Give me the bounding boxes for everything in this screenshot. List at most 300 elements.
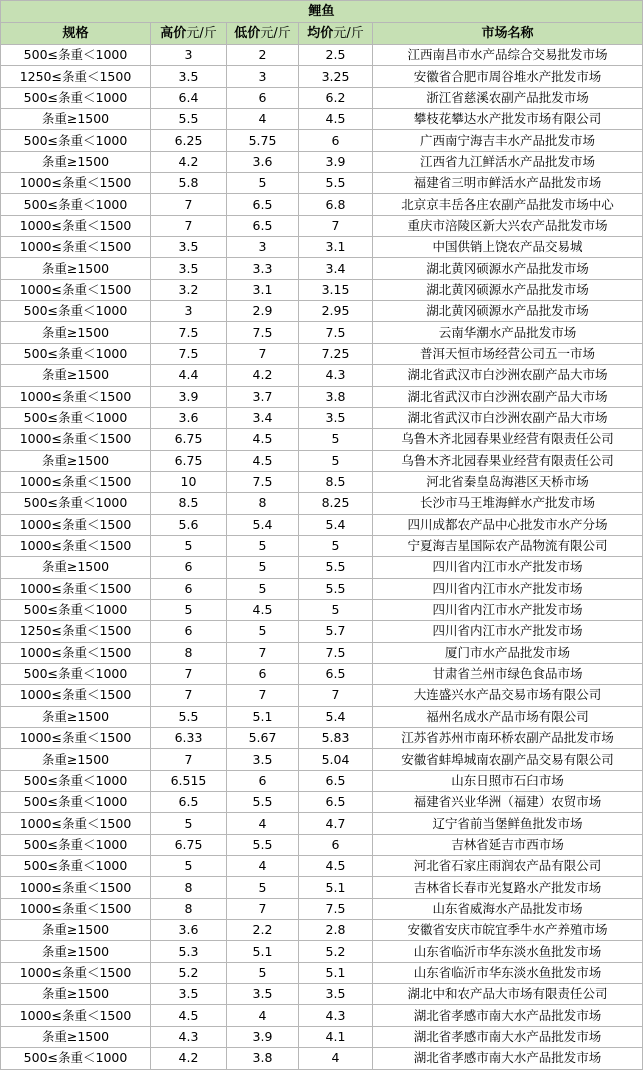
spec-cell: 1000≤条重＜1500 [1,429,151,450]
spec-cell: 1000≤条重＜1500 [1,962,151,983]
high-price-cell: 3.5 [151,984,227,1005]
market-name-cell: 安徽省蚌埠城南农副产品交易有限公司 [373,749,643,770]
table-row [1,621,643,642]
table-row [1,962,643,983]
low-price-cell: 3.4 [227,407,299,428]
table-row [1,151,643,172]
header-low-unit: 元/斤 [260,25,291,41]
market-name-cell: 湖北省孝感市南大水产品批发市场 [373,1005,643,1026]
spec-cell: 条重≥1500 [1,450,151,471]
market-name-cell: 湖北黄冈硕源水产品批发市场 [373,279,643,300]
table-row [1,1005,643,1026]
low-price-cell: 4 [227,1005,299,1026]
spec-cell: 1000≤条重＜1500 [1,173,151,194]
avg-price-cell: 3.15 [299,279,373,300]
avg-price-cell: 6 [299,130,373,151]
avg-price-cell: 5.1 [299,877,373,898]
market-name-cell: 安徽省安庆市皖宜季牛水产养殖市场 [373,920,643,941]
low-price-cell: 5.5 [227,834,299,855]
avg-price-cell: 7.5 [299,898,373,919]
header-avg-unit: 元/斤 [333,25,364,41]
table-row [1,493,643,514]
low-price-cell: 6.5 [227,194,299,215]
low-price-cell: 5 [227,578,299,599]
high-price-cell: 6 [151,578,227,599]
high-price-cell: 6.515 [151,770,227,791]
high-price-cell: 3.6 [151,407,227,428]
market-name-cell: 重庆市涪陵区新大兴农产品批发市场 [373,215,643,236]
column-header-row [1,23,643,45]
avg-price-cell: 6 [299,834,373,855]
market-name-cell: 湖北黄冈硕源水产品批发市场 [373,301,643,322]
table-row [1,429,643,450]
market-name-cell: 四川省内江市水产批发市场 [373,599,643,620]
table-row [1,578,643,599]
market-name-cell: 山东日照市石臼市场 [373,770,643,791]
table-row [1,237,643,258]
avg-price-cell: 5 [299,429,373,450]
table-row [1,301,643,322]
market-name-cell: 湖北省武汉市白沙洲农副产品大市场 [373,365,643,386]
table-row [1,642,643,663]
spec-cell: 1000≤条重＜1500 [1,578,151,599]
header-avg-price [299,23,373,45]
spec-cell: 500≤条重＜1000 [1,834,151,855]
spec-cell: 500≤条重＜1000 [1,663,151,684]
avg-price-cell: 5.5 [299,578,373,599]
avg-price-cell: 6.5 [299,792,373,813]
spec-cell: 条重≥1500 [1,557,151,578]
low-price-cell: 2 [227,45,299,66]
market-name-cell: 四川省内江市水产批发市场 [373,578,643,599]
spec-cell: 1000≤条重＜1500 [1,471,151,492]
spec-cell: 1250≤条重＜1500 [1,621,151,642]
spec-cell: 1000≤条重＜1500 [1,215,151,236]
avg-price-cell: 6.8 [299,194,373,215]
high-price-cell: 3.5 [151,66,227,87]
table-row [1,898,643,919]
avg-price-cell: 5.2 [299,941,373,962]
low-price-cell: 5.1 [227,941,299,962]
high-price-cell: 7 [151,194,227,215]
low-price-cell: 5 [227,535,299,556]
high-price-cell: 5.2 [151,962,227,983]
high-price-cell: 3 [151,45,227,66]
low-price-cell: 5 [227,621,299,642]
spec-cell: 1250≤条重＜1500 [1,66,151,87]
avg-price-cell: 5.1 [299,962,373,983]
spec-cell: 条重≥1500 [1,941,151,962]
market-name-cell: 山东省临沂市华东淡水鱼批发市场 [373,941,643,962]
avg-price-cell: 5.04 [299,749,373,770]
table-row [1,792,643,813]
spec-cell: 条重≥1500 [1,1026,151,1047]
market-name-cell: 宁夏海吉星国际农产品物流有限公司 [373,535,643,556]
avg-price-cell: 2.5 [299,45,373,66]
low-price-cell: 6 [227,87,299,108]
high-price-cell: 6.75 [151,429,227,450]
spec-cell: 条重≥1500 [1,706,151,727]
market-name-cell: 湖北省孝感市南大水产品批发市场 [373,1026,643,1047]
spec-cell: 1000≤条重＜1500 [1,279,151,300]
avg-price-cell: 7 [299,685,373,706]
high-price-cell: 8 [151,898,227,919]
spec-cell: 500≤条重＜1000 [1,194,151,215]
spec-cell: 500≤条重＜1000 [1,343,151,364]
spec-cell: 500≤条重＜1000 [1,1048,151,1069]
spec-cell: 条重≥1500 [1,322,151,343]
high-price-cell: 3.9 [151,386,227,407]
high-price-cell: 5 [151,856,227,877]
avg-price-cell: 3.5 [299,984,373,1005]
market-name-cell: 四川省内江市水产批发市场 [373,557,643,578]
high-price-cell: 3.2 [151,279,227,300]
header-high-price [151,23,227,45]
table-row [1,45,643,66]
market-name-cell: 江苏省苏州市南环桥农副产品批发市场 [373,728,643,749]
spec-cell: 500≤条重＜1000 [1,856,151,877]
low-price-cell: 4.5 [227,450,299,471]
table-title-row [1,1,643,23]
spec-cell: 1000≤条重＜1500 [1,386,151,407]
market-name-cell: 湖北黄冈硕源水产品批发市场 [373,258,643,279]
low-price-cell: 3.3 [227,258,299,279]
low-price-cell: 3.6 [227,151,299,172]
avg-price-cell: 3.4 [299,258,373,279]
avg-price-cell: 2.8 [299,920,373,941]
market-name-cell: 江西南昌市水产品综合交易批发市场 [373,45,643,66]
low-price-cell: 4 [227,813,299,834]
table-title: 鲤鱼 [1,1,643,23]
spec-cell: 500≤条重＜1000 [1,770,151,791]
high-price-cell: 3 [151,301,227,322]
low-price-cell: 3 [227,237,299,258]
table-row [1,215,643,236]
low-price-cell: 3.5 [227,984,299,1005]
table-row [1,66,643,87]
table-row [1,728,643,749]
low-price-cell: 5 [227,962,299,983]
avg-price-cell: 8.5 [299,471,373,492]
low-price-cell: 7 [227,898,299,919]
market-name-cell: 吉林省延吉市西市场 [373,834,643,855]
market-name-cell: 云南华潮水产品批发市场 [373,322,643,343]
low-price-cell: 7 [227,685,299,706]
table-row [1,1048,643,1069]
avg-price-cell: 7 [299,215,373,236]
low-price-cell: 3 [227,66,299,87]
spec-cell: 500≤条重＜1000 [1,87,151,108]
market-name-cell: 浙江省慈溪农副产品批发市场 [373,87,643,108]
spec-cell: 500≤条重＜1000 [1,130,151,151]
high-price-cell: 6.75 [151,834,227,855]
avg-price-cell: 4 [299,1048,373,1069]
avg-price-cell: 7.5 [299,322,373,343]
avg-price-cell: 4.3 [299,365,373,386]
spec-cell: 条重≥1500 [1,984,151,1005]
high-price-cell: 6.33 [151,728,227,749]
high-price-cell: 7 [151,749,227,770]
table-row [1,450,643,471]
high-price-cell: 3.6 [151,920,227,941]
low-price-cell: 3.5 [227,749,299,770]
spec-cell: 条重≥1500 [1,151,151,172]
market-name-cell: 广西南宁海吉丰水产品批发市场 [373,130,643,151]
table-row [1,663,643,684]
avg-price-cell: 8.25 [299,493,373,514]
spec-cell: 1000≤条重＜1500 [1,1005,151,1026]
table-row [1,343,643,364]
header-avg-label: 均价 [307,25,334,41]
low-price-cell: 6.5 [227,215,299,236]
avg-price-cell: 5.5 [299,173,373,194]
spec-cell: 1000≤条重＜1500 [1,877,151,898]
high-price-cell: 7 [151,663,227,684]
high-price-cell: 5.5 [151,706,227,727]
spec-cell: 1000≤条重＜1500 [1,685,151,706]
avg-price-cell: 4.5 [299,109,373,130]
market-name-cell: 四川省内江市水产批发市场 [373,621,643,642]
low-price-cell: 8 [227,493,299,514]
low-price-cell: 5.1 [227,706,299,727]
avg-price-cell: 5.4 [299,514,373,535]
spec-cell: 1000≤条重＜1500 [1,813,151,834]
avg-price-cell: 5 [299,450,373,471]
table-row [1,407,643,428]
high-price-cell: 8 [151,642,227,663]
table-row [1,173,643,194]
spec-cell: 500≤条重＜1000 [1,792,151,813]
table-row [1,535,643,556]
market-name-cell: 辽宁省前当堡鲜鱼批发市场 [373,813,643,834]
avg-price-cell: 6.5 [299,663,373,684]
high-price-cell: 6.5 [151,792,227,813]
avg-price-cell: 5.5 [299,557,373,578]
table-row [1,130,643,151]
table-row [1,920,643,941]
low-price-cell: 5 [227,557,299,578]
market-name-cell: 湖北中和农产品大市场有限责任公司 [373,984,643,1005]
market-name-cell: 甘肃省兰州市绿色食品市场 [373,663,643,684]
market-name-cell: 安徽省合肥市周谷堆水产批发市场 [373,66,643,87]
high-price-cell: 5.3 [151,941,227,962]
high-price-cell: 5 [151,535,227,556]
low-price-cell: 5.4 [227,514,299,535]
low-price-cell: 4.2 [227,365,299,386]
avg-price-cell: 3.8 [299,386,373,407]
market-name-cell: 福州名成水产品市场有限公司 [373,706,643,727]
high-price-cell: 4.2 [151,1048,227,1069]
low-price-cell: 3.7 [227,386,299,407]
market-name-cell: 长沙市马王堆海鲜水产批发市场 [373,493,643,514]
low-price-cell: 2.9 [227,301,299,322]
high-price-cell: 3.5 [151,258,227,279]
table-row [1,984,643,1005]
avg-price-cell: 4.7 [299,813,373,834]
table-row [1,706,643,727]
low-price-cell: 3.9 [227,1026,299,1047]
table-row [1,557,643,578]
low-price-cell: 7 [227,343,299,364]
low-price-cell: 5.75 [227,130,299,151]
market-name-cell: 湖北省武汉市白沙洲农副产品大市场 [373,386,643,407]
low-price-cell: 6 [227,770,299,791]
market-name-cell: 厦门市水产品批发市场 [373,642,643,663]
high-price-cell: 7.5 [151,322,227,343]
header-high-unit: 元/斤 [186,25,217,41]
avg-price-cell: 3.25 [299,66,373,87]
spec-cell: 500≤条重＜1000 [1,301,151,322]
table-row [1,87,643,108]
market-name-cell: 大连盛兴水产品交易市场有限公司 [373,685,643,706]
avg-price-cell: 5.7 [299,621,373,642]
avg-price-cell: 4.5 [299,856,373,877]
high-price-cell: 4.4 [151,365,227,386]
table-row [1,514,643,535]
table-row [1,856,643,877]
table-row [1,599,643,620]
avg-price-cell: 3.5 [299,407,373,428]
high-price-cell: 6 [151,557,227,578]
low-price-cell: 2.2 [227,920,299,941]
spec-cell: 1000≤条重＜1500 [1,514,151,535]
table-row [1,1026,643,1047]
spec-cell: 500≤条重＜1000 [1,45,151,66]
spec-cell: 条重≥1500 [1,749,151,770]
high-price-cell: 7.5 [151,343,227,364]
high-price-cell: 4.5 [151,1005,227,1026]
high-price-cell: 6 [151,621,227,642]
table-row [1,322,643,343]
market-name-cell: 山东省威海水产品批发市场 [373,898,643,919]
spec-cell: 1000≤条重＜1500 [1,237,151,258]
header-market-name: 市场名称 [373,23,643,45]
market-name-cell: 四川成都农产品中心批发市水产分场 [373,514,643,535]
low-price-cell: 6 [227,663,299,684]
market-name-cell: 福建省三明市鲜活水产品批发市场 [373,173,643,194]
high-price-cell: 10 [151,471,227,492]
table-row [1,770,643,791]
low-price-cell: 3.8 [227,1048,299,1069]
high-price-cell: 5.6 [151,514,227,535]
table-row [1,258,643,279]
spec-cell: 1000≤条重＜1500 [1,642,151,663]
high-price-cell: 7 [151,215,227,236]
table-row [1,834,643,855]
high-price-cell: 4.3 [151,1026,227,1047]
avg-price-cell: 5 [299,599,373,620]
spec-cell: 500≤条重＜1000 [1,493,151,514]
market-name-cell: 普洱天恒市场经营公司五一市场 [373,343,643,364]
table-row [1,941,643,962]
header-spec: 规格 [1,23,151,45]
high-price-cell: 5.5 [151,109,227,130]
table-row [1,109,643,130]
spec-cell: 条重≥1500 [1,365,151,386]
spec-cell: 条重≥1500 [1,109,151,130]
low-price-cell: 7.5 [227,471,299,492]
avg-price-cell: 4.3 [299,1005,373,1026]
market-name-cell: 中国供销上饶农产品交易城 [373,237,643,258]
avg-price-cell: 2.95 [299,301,373,322]
market-name-cell: 河北省秦皇岛海港区天桥市场 [373,471,643,492]
header-low-label: 低价 [234,25,261,41]
table-row [1,877,643,898]
high-price-cell: 5.8 [151,173,227,194]
avg-price-cell: 5.4 [299,706,373,727]
market-name-cell: 湖北省孝感市南大水产品批发市场 [373,1048,643,1069]
low-price-cell: 7 [227,642,299,663]
table-row [1,386,643,407]
high-price-cell: 5 [151,813,227,834]
spec-cell: 1000≤条重＜1500 [1,535,151,556]
table-row [1,194,643,215]
market-name-cell: 乌鲁木齐北园春果业经营有限责任公司 [373,429,643,450]
header-high-label: 高价 [160,25,187,41]
market-name-cell: 乌鲁木齐北园春果业经营有限责任公司 [373,450,643,471]
table-row [1,471,643,492]
low-price-cell: 7.5 [227,322,299,343]
market-name-cell: 吉林省长春市光复路水产批发市场 [373,877,643,898]
high-price-cell: 8 [151,877,227,898]
high-price-cell: 5 [151,599,227,620]
header-low-price [227,23,299,45]
table-row [1,685,643,706]
high-price-cell: 4.2 [151,151,227,172]
avg-price-cell: 7.25 [299,343,373,364]
low-price-cell: 4 [227,856,299,877]
table-row [1,279,643,300]
spec-cell: 500≤条重＜1000 [1,599,151,620]
low-price-cell: 3.1 [227,279,299,300]
spec-cell: 1000≤条重＜1500 [1,728,151,749]
market-name-cell: 河北省石家庄雨润农产品有限公司 [373,856,643,877]
high-price-cell: 3.5 [151,237,227,258]
low-price-cell: 5 [227,173,299,194]
table-row [1,365,643,386]
market-name-cell: 江西省九江鲜活水产品批发市场 [373,151,643,172]
low-price-cell: 5.5 [227,792,299,813]
avg-price-cell: 4.1 [299,1026,373,1047]
avg-price-cell: 6.2 [299,87,373,108]
market-name-cell: 湖北省武汉市白沙洲农副产品大市场 [373,407,643,428]
spec-cell: 1000≤条重＜1500 [1,898,151,919]
avg-price-cell: 5.83 [299,728,373,749]
market-name-cell: 山东省临沂市华东淡水鱼批发市场 [373,962,643,983]
table-row [1,813,643,834]
spec-cell: 条重≥1500 [1,920,151,941]
avg-price-cell: 3.9 [299,151,373,172]
avg-price-cell: 3.1 [299,237,373,258]
low-price-cell: 5.67 [227,728,299,749]
low-price-cell: 5 [227,877,299,898]
market-name-cell: 福建省兴业华洲（福建）农贸市场 [373,792,643,813]
table-row [1,749,643,770]
market-name-cell: 北京京丰岳各庄农副产品批发市场中心 [373,194,643,215]
high-price-cell: 7 [151,685,227,706]
high-price-cell: 8.5 [151,493,227,514]
avg-price-cell: 5 [299,535,373,556]
spec-cell: 500≤条重＜1000 [1,407,151,428]
low-price-cell: 4.5 [227,599,299,620]
low-price-cell: 4.5 [227,429,299,450]
high-price-cell: 6.25 [151,130,227,151]
table-body [1,45,643,1070]
market-name-cell: 攀枝花攀达水产批发市场有限公司 [373,109,643,130]
spec-cell: 条重≥1500 [1,258,151,279]
high-price-cell: 6.75 [151,450,227,471]
avg-price-cell: 6.5 [299,770,373,791]
